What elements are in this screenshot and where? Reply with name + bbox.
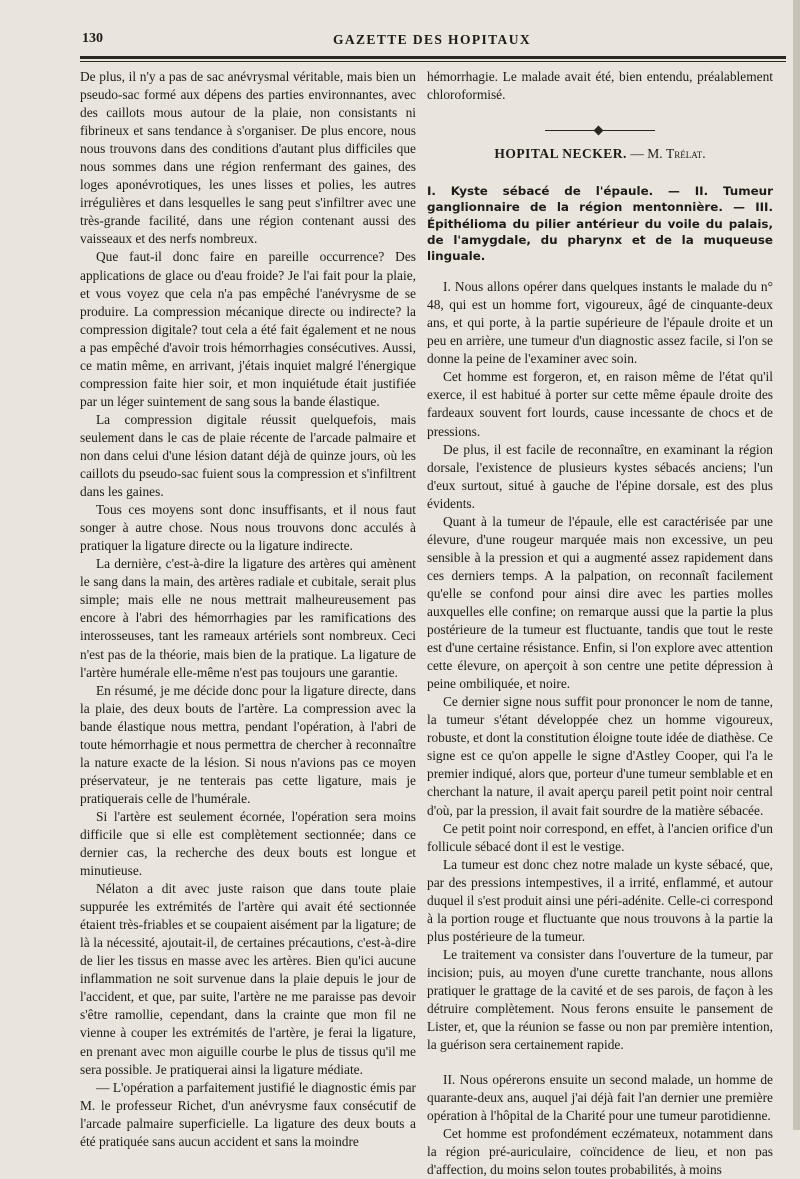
header-rule-thin — [80, 61, 786, 62]
lecture-title: I. Kyste sébacé de l'épaule. — II. Tumeur ganglionnaire de la région mentonnière. — III. Épithélioma du pilier antérieur du voile du palais, de l'amygdale, du pharynx et de la muqueuse linguale. — [427, 184, 773, 263]
paragraph: II. Nous opérerons ensuite un second malade, un homme de quarante-deux ans, auquel j'ai déjà fait l'an dernier une première opération à l'hôpital de la Charité pour une tumeur parotidienne. — [427, 1072, 773, 1124]
page-number: 130 — [82, 31, 103, 46]
header-rule-thick — [80, 56, 786, 59]
heading-separator: — M. — [626, 146, 666, 162]
hospital-heading — [427, 145, 773, 163]
paragraph: De plus, il est facile de reconnaître, en examinant la région dorsale, l'existence de plusieurs kystes sébacés anciens; l'un d'eux surtout, situé à gauche de l'épine dorsale, est des plus évidents. — [427, 441, 773, 511]
paragraph: — L'opération a parfaitement justifié le diagnostic émis par M. le professeur Richet, d'un anévrysme faux consécutif de l'arcade palmaire superficielle. La ligature des deux bouts a été pratiquée sans aucun accident et sans la moindre — [80, 1079, 416, 1149]
paragraph: Quant à la tumeur de l'épaule, elle est caractérisée par une élevure, d'une rougeur marquée mais non excessive, un peu sensible à la pression et qui a augmenté assez rapidement dans ces derniers temps. A la palpation, on reconnaît facilement qu'elle se confond pour ainsi dire avec les parties molles auxquelles elle confine; on remarque aussi que la partie la plus postérieure de la tumeur est fluctuante, tandis que tout le reste est d'une certaine résistance. Enfin, si l'on explore avec attention cette élevure, on aperçoit à son centre une petite dépression à peine ombiliquée, et noire. — [427, 513, 773, 692]
paragraph: Nélaton a dit avec juste raison que dans toute plaie suppurée les extrémités de l'artère qui avait été sectionnée étaient très-friables et se coupaient aisément par la ligature; de là la nécessité, ajoutait-il, de certaines précautions, c'est-à-dire de lier les tissus en masse avec les artères. Bien qu'ici aucune inflammation ne soit survenue dans la plaie depuis le jour de l'accident, et que, par suite, l'artère ne me paraisse pas devoir s'être ramollie, cependant, dans la crainte que mon fil ne vienne à couper les extrémités de l'artère, je ferai la ligature, en prenant avec mon aiguille courbe le plus de tissus qu'il me sera possible. Je pratiquerai ainsi la ligature médiate. — [80, 881, 416, 1077]
paragraph: Tous ces moyens sont donc insuffisants, et il nous faut songer à autre chose. Nous nous trouvons donc acculés à pratiquer la ligature directe ou la ligature indirecte. — [80, 502, 416, 554]
paragraph: De plus, il n'y a pas de sac anévrysmal véritable, mais bien un pseudo-sac formé aux dépens des parties environnantes, avec des caillots mous autour de la plaie, non consistants ni fibrineux et sans tendance à s'organiser. De plus encore, nous nous trouvons dans des conditions d'autant plus difficiles que nous sommes dans une région renfermant des gaines, des loges aponévrotiques, les unes lisses et polies, les autres irrégulières et dans lesquelles le sang peut s'infiltrer avec une très-grande facilité, dans une région contenant aussi des vaisseaux et des nerfs nombreux. — [80, 69, 416, 247]
paragraph: hémorrhagie. Le malade avait été, bien entendu, préalablement chloroformisé. — [427, 69, 773, 103]
section-gap — [427, 1054, 773, 1071]
left-column — [80, 68, 416, 1151]
divider-ornament-icon — [594, 126, 604, 136]
paragraph: Si l'artère est seulement écornée, l'opération sera moins difficile que si elle est complètement sectionnée; dans ce dernier cas, la recherche des deux bouts est longue et minutieuse. — [80, 808, 416, 879]
paragraph: En résumé, je me décide donc pour la ligature directe, dans la plaie, des deux bouts de l'artère. La compression avec la bande élastique nous mettra, pendant l'opération, à l'abri de toute hémorrhagie et nous permettra de chercher à reconnaître la nature exacte de la lésion. Si nous n'avions pas ce moyen préservateur, je ne tenterais pas cette ligature, mais je pratiquerais celle de l'humérale. — [80, 682, 416, 806]
journal-title: GAZETTE DES HOPITAUX — [332, 32, 532, 47]
right-column — [427, 68, 773, 1179]
paragraph: Le traitement va consister dans l'ouverture de la tumeur, par incision; puis, au moyen d'une curette tranchante, nous allons pratiquer le grattage de la cavité et de ses parois, de façon à les détruire complètement. Nous ferons ensuite le pansement de Lister, et, que la réunion se fasse ou non par première intention, la guérison sera certainement rapide. — [427, 946, 773, 1053]
paragraph: Ce petit point noir correspond, en effet, à l'ancien orifice d'un follicule sébacé dont il est le vestige. — [427, 820, 773, 854]
page-fold-edge — [793, 0, 800, 1130]
paragraph: Ce dernier signe nous suffit pour prononcer le nom de tanne, la tumeur s'étant développée chez un homme vigoureux, robuste, et dont la constitution éloigne toute idée de diathèse. Ce signe est ce qu'on appelle le signe d'Astley Cooper, qui l'a le premier indiqué, alors que, porteur d'une tumeur semblable et en cherchant la nature, il avait aperçu pareil petit point noir central d'où, par la pression, il avait fait sourdre de la matière sébacée. — [427, 694, 773, 818]
paragraph: La tumeur est donc chez notre malade un kyste sébacé, que, par des pressions intempestives, il a irrité, enflammé, et autour duquel il s'est produit ainsi une péri-adénite. Celle-ci correspond à la portion rouge et fluctuante que nous trouvons à la partie la plus postérieure de la tumeur. — [427, 856, 773, 944]
section-divider — [545, 130, 655, 131]
paragraph: Que faut-il donc faire en pareille occurrence? Des applications de glace ou d'eau froide? Je l'ai fait pour la plaie, et vous voyez que cela n'a pas empêché l'anévrysme de se produire. La compression mécanique directe ou indirecte? la compression digitale? tout cela a été fait également et ne nous a pas empêché d'avoir trois hémorrhagies consécutives. Aussi, ce matin même, en arrivant, j'étais inquiet malgré l'énergique compression faite hier soir, et mon inquiétude était justifiée par un léger suintement de sang sous la bande élastique. — [80, 249, 416, 409]
paragraph: Cet homme est forgeron, et, en raison même de l'état qu'il exerce, il est habitué à porter sur cette même épaule droite des fardeaux souvent fort lourds, cause incessante de chocs et de pressions. — [427, 369, 773, 439]
page-header — [78, 31, 786, 53]
paragraph: Cet homme est profondément eczémateux, notamment dans la région pré-auriculaire, coïncidence de lieu, et non pas d'affection, du moins selon toutes probabilités, à moins — [427, 1126, 773, 1178]
doctor-name: Trélat. — [665, 146, 706, 162]
paragraph: I. Nous allons opérer dans quelques instants le malade du n° 48, qui est un homme fort, vigoureux, âgé de cinquante-deux ans, et qui porte, à la partie supérieure de l'épaule droite et un peu en arrière, une tumeur d'un diagnostic assez facile, si l'on se donne la peine de l'examiner avec soin. — [427, 279, 773, 367]
paragraph: La compression digitale réussit quelquefois, mais seulement dans le cas de plaie récente de l'arcade palmaire et non dans celui d'une lésion datant déjà de quinze jours, où les caillots du pseudo-sac fuient sous la compression et s'infiltrent dans les gaines. — [80, 411, 416, 500]
paragraph: La dernière, c'est-à-dire la ligature des artères qui amènent le sang dans la main, des artères radiale et cubitale, serait plus simple; mais elle ne nous mettrait malheureusement pas encore à l'abri des hémorrhagies par les ramifications des interosseuses, tant les rameaux artériels sont nombreux. Ceci n'est pas de la théorie, mais bien de la pratique. La ligature de l'artère humérale elle-même n'est pas toujours une garantie. — [80, 556, 416, 680]
hospital-name: HOPITAL NECKER. — [494, 146, 627, 162]
